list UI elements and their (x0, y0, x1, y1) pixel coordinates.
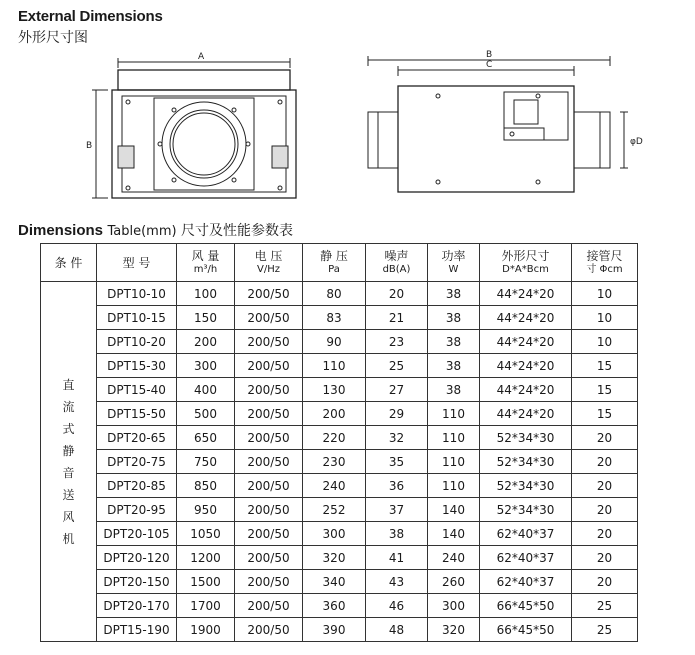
header-label: 接管尺 (586, 248, 623, 263)
table-cell: 200 (303, 402, 366, 426)
table-row (41, 354, 638, 378)
table-cell: 66*45*50 (480, 618, 572, 642)
table-cell: 110 (428, 402, 480, 426)
table-cell: 1900 (177, 618, 235, 642)
table-cell: 80 (303, 282, 366, 306)
header-unit: V/Hz (257, 263, 280, 275)
table-title-en: Dimensions (18, 222, 104, 239)
header-unit: dB(A) (382, 263, 411, 275)
table-cell: 110 (428, 426, 480, 450)
table-cell: 52*34*30 (480, 450, 572, 474)
table-cell: 220 (303, 426, 366, 450)
label-c: C (486, 60, 493, 70)
table-cell: 850 (177, 474, 235, 498)
table-row (41, 450, 638, 474)
table-cell: 32 (366, 426, 428, 450)
table-row (41, 570, 638, 594)
table-cell: DPT15-50 (97, 402, 177, 426)
table-cell: 260 (428, 570, 480, 594)
table-cell: 38 (428, 306, 480, 330)
table-cell: 20 (572, 522, 638, 546)
table-cell: 20 (572, 570, 638, 594)
table-cell: DPT20-120 (97, 546, 177, 570)
table-cell: 200/50 (235, 402, 303, 426)
table-cell: DPT20-95 (97, 498, 177, 522)
table-cell: 1700 (177, 594, 235, 618)
table-cell: DPT15-30 (97, 354, 177, 378)
table-cell: DPT20-85 (97, 474, 177, 498)
table-header-cell (572, 244, 638, 282)
table-cell: 15 (572, 378, 638, 402)
table-cell: 10 (572, 330, 638, 354)
header-label: 外形尺寸 (501, 248, 550, 263)
label-d: φD (630, 137, 643, 147)
table-cell: 200/50 (235, 474, 303, 498)
table-cell: 20 (572, 474, 638, 498)
table-row (41, 426, 638, 450)
table-title-cn: 尺寸及性能参数表 (181, 223, 294, 239)
table-header-cell (41, 244, 97, 282)
table-cell: 90 (303, 330, 366, 354)
table-cell: 15 (572, 354, 638, 378)
table-title (18, 220, 293, 240)
table-row (41, 378, 638, 402)
header-label: 噪声 (384, 248, 409, 263)
table-cell: 46 (366, 594, 428, 618)
section-title-en: External Dimensions (18, 8, 163, 25)
table-header-cell (480, 244, 572, 282)
table-cell: 29 (366, 402, 428, 426)
table-cell: 20 (572, 498, 638, 522)
table-row (41, 498, 638, 522)
table-cell: 38 (428, 378, 480, 402)
category-cell (41, 282, 97, 642)
table-cell: 200 (177, 330, 235, 354)
table-header-cell (303, 244, 366, 282)
table-cell: 130 (303, 378, 366, 402)
table-cell: 37 (366, 498, 428, 522)
table-cell: 20 (572, 546, 638, 570)
table-cell: 20 (572, 450, 638, 474)
section-title-cn: 外形尺寸图 (18, 30, 88, 46)
table-cell: 15 (572, 402, 638, 426)
table-cell: 43 (366, 570, 428, 594)
table-cell: DPT10-20 (97, 330, 177, 354)
table-cell: 200/50 (235, 450, 303, 474)
table-cell: 400 (177, 378, 235, 402)
table-cell: 44*24*20 (480, 402, 572, 426)
table-cell: 240 (303, 474, 366, 498)
table-cell: 83 (303, 306, 366, 330)
table-cell: 41 (366, 546, 428, 570)
header-unit: W (448, 263, 459, 275)
table-cell: 21 (366, 306, 428, 330)
table-cell: 66*45*50 (480, 594, 572, 618)
dimension-drawings (0, 48, 695, 218)
table-header-cell (177, 244, 235, 282)
side-view-drawing (368, 56, 628, 192)
header-unit: Pa (328, 263, 340, 275)
table-cell: 200/50 (235, 426, 303, 450)
table-cell: 62*40*37 (480, 522, 572, 546)
table-cell: 52*34*30 (480, 426, 572, 450)
table-cell: 200/50 (235, 618, 303, 642)
table-header-cell (428, 244, 480, 282)
table-cell: 200/50 (235, 594, 303, 618)
table-cell: 36 (366, 474, 428, 498)
table-cell: DPT10-10 (97, 282, 177, 306)
table-cell: 300 (303, 522, 366, 546)
table-cell: 44*24*20 (480, 378, 572, 402)
table-cell: 200/50 (235, 282, 303, 306)
table-cell: 1200 (177, 546, 235, 570)
table-cell: 750 (177, 450, 235, 474)
table-row (41, 522, 638, 546)
table-cell: 200/50 (235, 378, 303, 402)
table-cell: DPT15-190 (97, 618, 177, 642)
table-cell: 500 (177, 402, 235, 426)
table-cell: DPT20-105 (97, 522, 177, 546)
table-cell: 44*24*20 (480, 330, 572, 354)
table-cell: 300 (428, 594, 480, 618)
table-header-row (41, 244, 638, 282)
header-unit: D*A*Bcm (502, 263, 549, 275)
table-cell: 48 (366, 618, 428, 642)
header-label: 静 压 (320, 248, 348, 263)
header-unit: m³/h (193, 263, 218, 275)
table-cell: 38 (428, 354, 480, 378)
table-cell: 140 (428, 498, 480, 522)
table-row (41, 618, 638, 642)
table-cell: 140 (428, 522, 480, 546)
table-cell: DPT10-15 (97, 306, 177, 330)
header-label: 功率 (441, 248, 466, 263)
table-cell: 390 (303, 618, 366, 642)
table-row (41, 546, 638, 570)
table-cell: 320 (428, 618, 480, 642)
table-row (41, 282, 638, 306)
table-cell: 200/50 (235, 522, 303, 546)
table-cell: 25 (572, 618, 638, 642)
header-label: 型 号 (122, 255, 151, 270)
front-view-drawing (92, 58, 296, 198)
table-cell: 110 (428, 450, 480, 474)
table-cell: 20 (366, 282, 428, 306)
header-label: 条 件 (54, 255, 83, 270)
header-label: 风 量 (191, 248, 220, 263)
table-cell: 38 (366, 522, 428, 546)
table-cell: 25 (366, 354, 428, 378)
table-row (41, 330, 638, 354)
table-cell: 200/50 (235, 546, 303, 570)
table-cell: DPT15-40 (97, 378, 177, 402)
table-cell: 200/50 (235, 570, 303, 594)
table-cell: 300 (177, 354, 235, 378)
table-cell: 35 (366, 450, 428, 474)
table-cell: 23 (366, 330, 428, 354)
table-cell: 200/50 (235, 330, 303, 354)
table-cell: 25 (572, 594, 638, 618)
specs-table (40, 243, 638, 642)
table-cell: 44*24*20 (480, 282, 572, 306)
table-cell: 200/50 (235, 498, 303, 522)
table-cell: 10 (572, 306, 638, 330)
label-b-right: B (486, 50, 493, 60)
table-title-unit: (mm) (141, 224, 177, 239)
table-cell: 340 (303, 570, 366, 594)
table-cell: 1500 (177, 570, 235, 594)
table-cell: 110 (428, 474, 480, 498)
table-cell: 650 (177, 426, 235, 450)
table-cell: 10 (572, 282, 638, 306)
table-cell: 38 (428, 282, 480, 306)
table-row (41, 594, 638, 618)
table-cell: 44*24*20 (480, 354, 572, 378)
table-cell: 240 (428, 546, 480, 570)
table-cell: 52*34*30 (480, 474, 572, 498)
table-cell: DPT20-65 (97, 426, 177, 450)
table-cell: 62*40*37 (480, 546, 572, 570)
table-cell: 52*34*30 (480, 498, 572, 522)
table-header-cell (97, 244, 177, 282)
table-cell: DPT20-150 (97, 570, 177, 594)
table-cell: 27 (366, 378, 428, 402)
table-cell: 320 (303, 546, 366, 570)
label-b-left: B (86, 141, 93, 151)
table-cell: 38 (428, 330, 480, 354)
table-cell: DPT20-170 (97, 594, 177, 618)
header-unit: 寸 Φcm (586, 263, 623, 275)
table-title-word: Table (107, 224, 142, 239)
table-cell: 100 (177, 282, 235, 306)
category-label: 直流式静音送风机 (62, 377, 75, 546)
table-cell: 150 (177, 306, 235, 330)
table-cell: DPT20-75 (97, 450, 177, 474)
table-cell: 230 (303, 450, 366, 474)
table-row (41, 306, 638, 330)
header-label: 电 压 (254, 248, 283, 263)
table-cell: 360 (303, 594, 366, 618)
table-cell: 252 (303, 498, 366, 522)
label-a: A (198, 52, 205, 62)
table-row (41, 402, 638, 426)
table-cell: 200/50 (235, 306, 303, 330)
table-cell: 20 (572, 426, 638, 450)
table-header-cell (366, 244, 428, 282)
table-cell: 200/50 (235, 354, 303, 378)
table-cell: 44*24*20 (480, 306, 572, 330)
table-row (41, 474, 638, 498)
table-cell: 110 (303, 354, 366, 378)
table-cell: 1050 (177, 522, 235, 546)
table-cell: 950 (177, 498, 235, 522)
table-header-cell (235, 244, 303, 282)
table-cell: 62*40*37 (480, 570, 572, 594)
